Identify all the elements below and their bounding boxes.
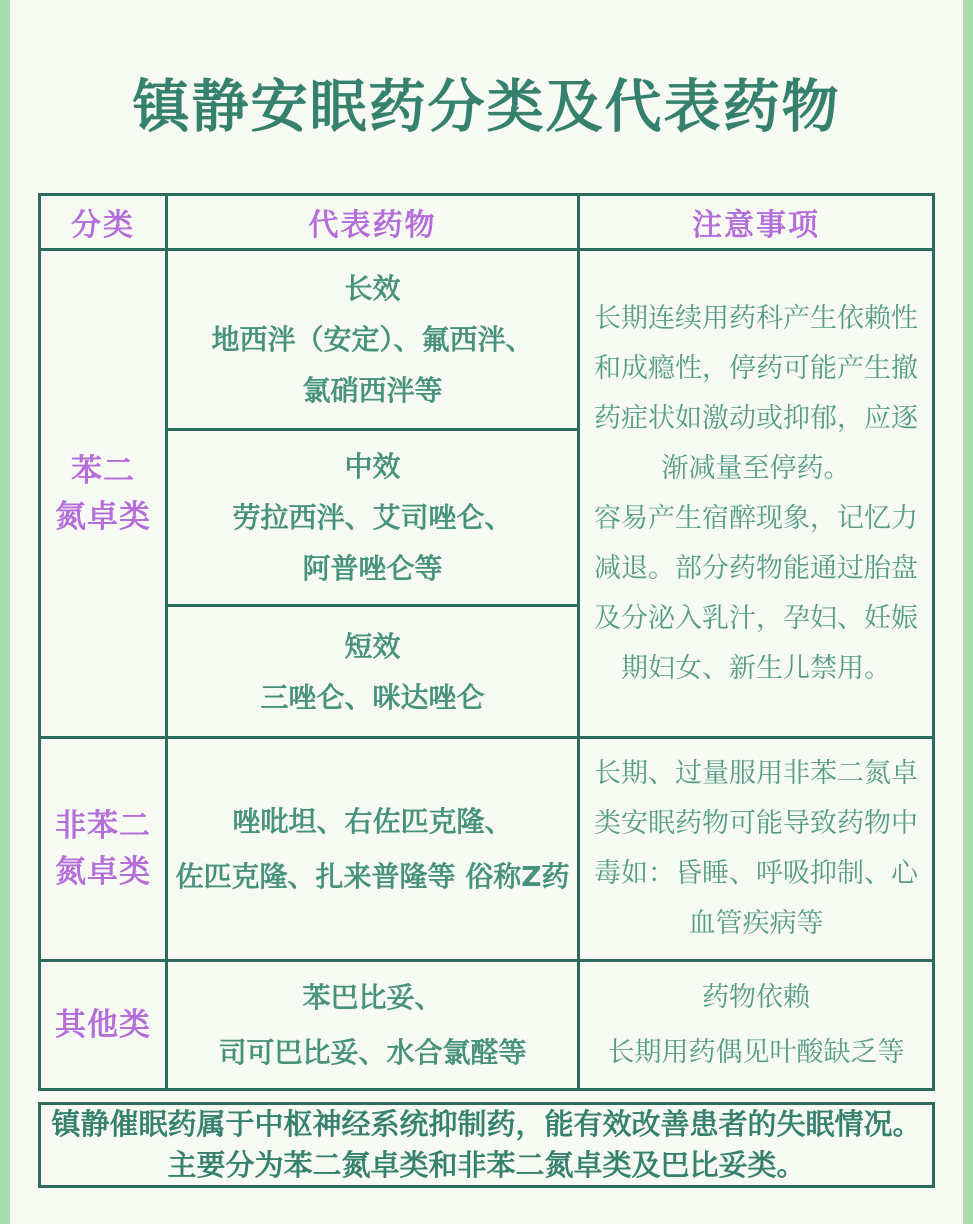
summary-line: 主要分为苯二氮卓类和非苯二氮卓类及巴比妥类。 xyxy=(167,1148,806,1182)
category-line: 氮卓类 xyxy=(55,498,151,535)
table-row-others xyxy=(41,959,932,1088)
drug-line: 氯硝西泮等 xyxy=(302,374,443,407)
table-header-row xyxy=(41,196,932,248)
drug-line: 佐匹克隆、扎来普隆等 俗称Z药 xyxy=(175,860,570,893)
summary-line: 镇静催眠药属于中枢神经系统抑制药，能有效改善患者的失眠情况。 xyxy=(51,1107,922,1141)
notes-non-benzodiazepines xyxy=(580,739,932,959)
note-line: 药症状如激动或抑郁，应逐 xyxy=(594,402,918,434)
right-edge-strip xyxy=(963,0,973,1224)
note-line: 长期用药偶见叶酸缺乏等 xyxy=(607,1037,905,1068)
subrow-label: 中效 xyxy=(344,450,401,483)
note-line: 血管疾病等 xyxy=(688,908,824,939)
drugs-non-benzodiazepines xyxy=(168,739,580,959)
drug-line: 唑吡坦、右佐匹克隆、 xyxy=(232,805,513,838)
note-line: 药物依赖 xyxy=(702,982,810,1013)
drug-line: 苯巴比妥、 xyxy=(302,981,443,1014)
header-category: 分类 xyxy=(41,196,168,248)
subrow-short-acting xyxy=(168,604,577,736)
category-line: 苯二 xyxy=(71,452,135,489)
subrow-label: 长效 xyxy=(344,272,401,305)
table-row-non-benzodiazepines xyxy=(41,736,932,959)
subrow-label: 短效 xyxy=(344,629,401,663)
note-line: 长期、过量服用非苯二氮卓 xyxy=(594,758,918,789)
drug-line: 三唑仑、咪达唑仑 xyxy=(260,680,485,714)
category-non-benzodiazepines xyxy=(41,739,168,959)
note-line: 减退。部分药物能通过胎盘 xyxy=(594,552,918,584)
drug-line: 司可巴比妥、水合氯醛等 xyxy=(218,1036,527,1069)
header-representative-drugs: 代表药物 xyxy=(168,196,580,248)
note-line: 渐减量至停药。 xyxy=(661,452,851,484)
left-edge-strip xyxy=(0,0,10,1224)
note-line: 长期连续用药科产生依赖性 xyxy=(594,302,918,334)
note-line: 和成瘾性，停药可能产生撤 xyxy=(594,352,918,384)
drug-line: 劳拉西泮、艾司唑仑、 xyxy=(232,501,513,534)
summary-footer xyxy=(38,1102,935,1188)
note-line: 类安眠药物可能导致药物中 xyxy=(594,808,918,839)
category-benzodiazepines xyxy=(41,251,168,736)
drugs-others xyxy=(168,962,580,1088)
note-line: 毒如：昏睡、呼吸抑制、心 xyxy=(594,858,918,889)
notes-others xyxy=(580,962,932,1088)
notes-benzodiazepines xyxy=(580,251,932,736)
benzo-subrows xyxy=(168,251,580,736)
category-others xyxy=(41,962,168,1088)
category-line: 氮卓类 xyxy=(55,854,151,890)
page-title: 镇静安眠药分类及代表药物 xyxy=(132,74,841,140)
note-line: 及分泌入乳汁，孕妇、妊娠 xyxy=(594,602,918,634)
note-line: 容易产生宿醉现象，记忆力 xyxy=(594,502,918,534)
header-precautions: 注意事项 xyxy=(692,208,820,243)
classification-table xyxy=(38,193,935,1091)
drug-line: 地西泮（安定）、氟西泮、 xyxy=(211,323,534,356)
subrow-intermediate-acting xyxy=(168,428,577,604)
category-line: 非苯二 xyxy=(55,808,151,844)
category-line: 其他类 xyxy=(55,1007,151,1043)
drug-line: 阿普唑仑等 xyxy=(302,552,443,585)
note-line: 期妇女、新生儿禁用。 xyxy=(621,652,891,684)
table-row-benzodiazepines xyxy=(41,248,932,736)
subrow-long-acting xyxy=(168,251,577,428)
